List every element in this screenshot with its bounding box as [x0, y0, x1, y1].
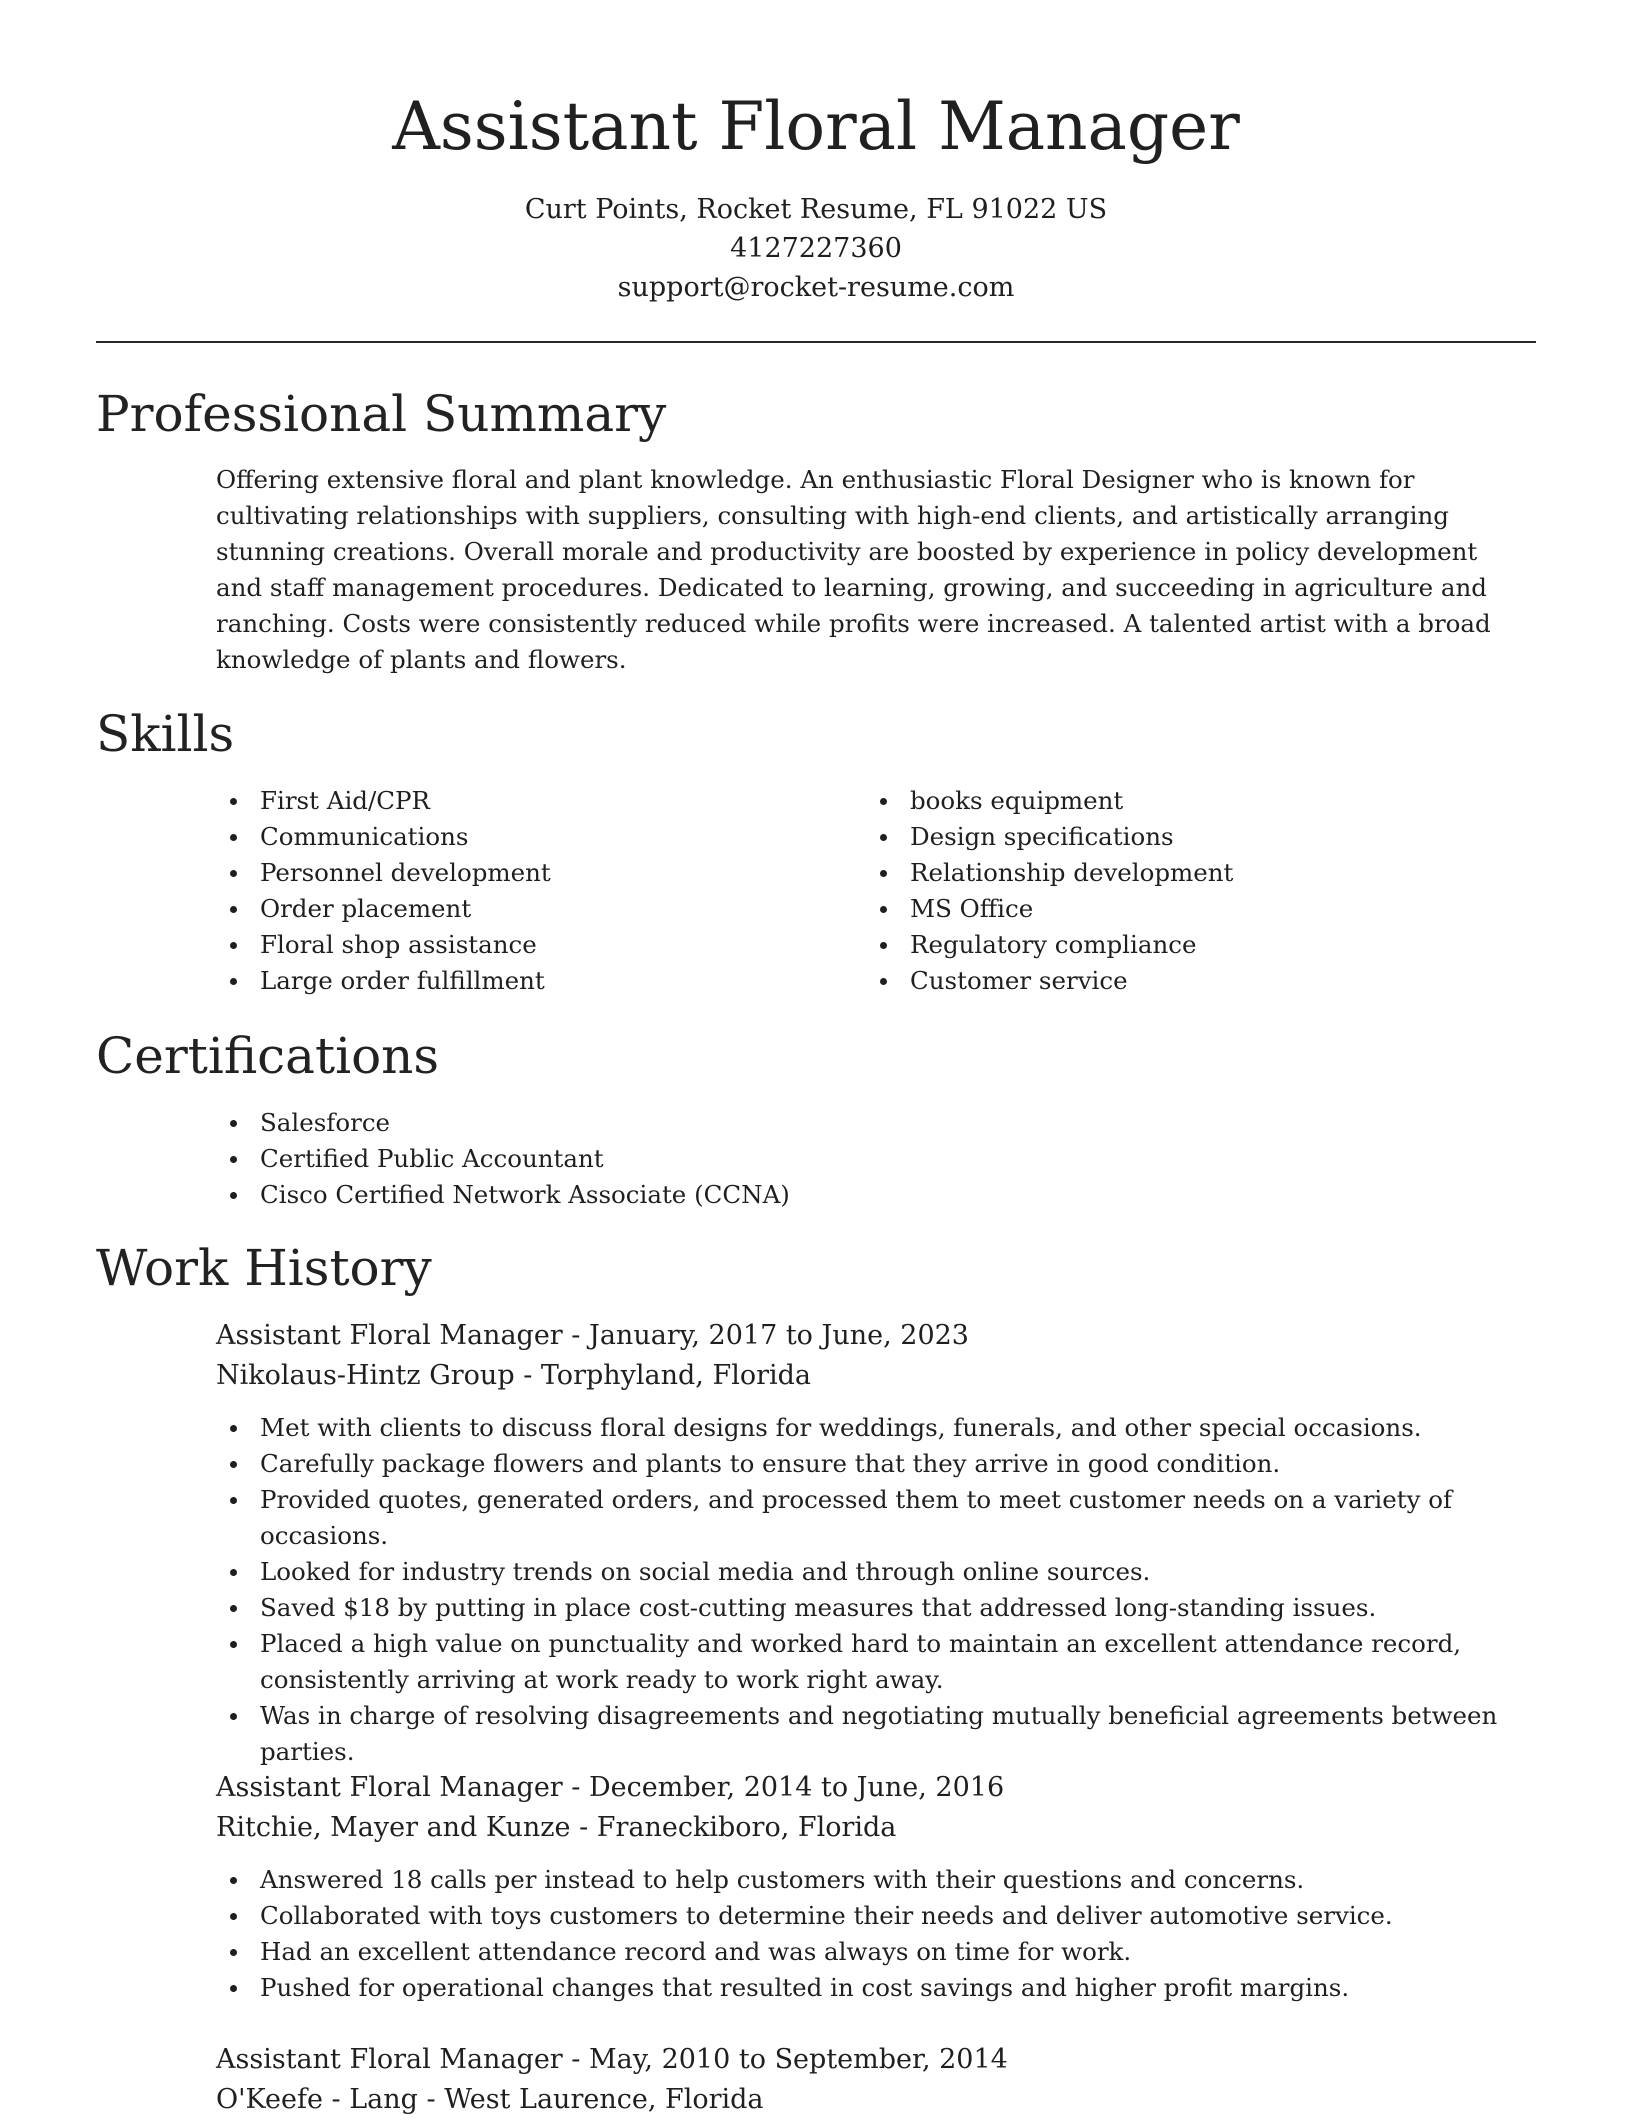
job-company: Ritchie, Mayer and Kunze - Franeckiboro, Florida	[216, 1812, 897, 1843]
skill-item: Customer service	[866, 963, 1506, 999]
job-bullets	[216, 1410, 1536, 1770]
header-divider	[96, 341, 1536, 343]
skill-item: books equipment	[866, 783, 1506, 819]
summary-text: Offering extensive floral and plant knowledge. An enthusiastic Floral Designer who is known for cultivating relationships with suppliers, consulting with high-end clients, and artistically arranging stunning creations. Overall morale and productivity are boosted by experience in policy development and staff management procedures. Dedicated to learning, growing, and succeeding in agriculture and ranching. Costs were consistently reduced while profits were increased. A talented artist with a broad knowledge of plants and flowers.	[216, 465, 1491, 674]
job-bullet: Answered 18 calls per instead to help customers with their questions and concerns.	[216, 1862, 1536, 1898]
contact-phone: 4127227360	[730, 233, 902, 264]
skill-item: Regulatory compliance	[866, 927, 1506, 963]
certifications-list	[216, 1105, 1116, 1213]
certification-item: Certified Public Accountant	[216, 1141, 1116, 1177]
certifications-heading: Certifications	[96, 1027, 440, 1085]
work-history-heading: Work History	[96, 1239, 432, 1297]
job-title: Assistant Floral Manager - January, 2017 to June, 2023	[216, 1320, 969, 1351]
contact-block	[0, 190, 1632, 307]
job-bullet: Had an excellent attendance record and was always on time for work.	[216, 1934, 1536, 1970]
skill-item: Personnel development	[216, 855, 856, 891]
skill-item: Floral shop assistance	[216, 927, 856, 963]
skill-item: Relationship development	[866, 855, 1506, 891]
job-bullet: Provided quotes, generated orders, and processed them to meet customer needs on a variety of occasions.	[216, 1482, 1536, 1554]
job-company: Nikolaus-Hintz Group - Torphyland, Florida	[216, 1360, 812, 1391]
certification-item: Cisco Certified Network Associate (CCNA)	[216, 1177, 1116, 1213]
skill-item: Design specifications	[866, 819, 1506, 855]
job-bullet: Carefully package flowers and plants to ensure that they arrive in good condition.	[216, 1446, 1536, 1482]
resume-title: Assistant Floral Manager	[392, 88, 1240, 165]
certification-item: Salesforce	[216, 1105, 1116, 1141]
skills-list-left	[216, 783, 856, 999]
summary-heading: Professional Summary	[96, 385, 667, 443]
job-bullet: Saved $18 by putting in place cost-cutting measures that addressed long-standing issues.	[216, 1590, 1536, 1626]
skills-list-right	[866, 783, 1506, 999]
job-bullets	[216, 1862, 1536, 2006]
skill-item: MS Office	[866, 891, 1506, 927]
job-bullet: Pushed for operational changes that resulted in cost savings and higher profit margins.	[216, 1970, 1536, 2006]
job-title: Assistant Floral Manager - May, 2010 to September, 2014	[216, 2044, 1008, 2075]
skill-item: First Aid/CPR	[216, 783, 856, 819]
job-bullet: Collaborated with toys customers to determine their needs and deliver automotive service.	[216, 1898, 1536, 1934]
job-company: O'Keefe - Lang - West Laurence, Florida	[216, 2084, 764, 2115]
skill-item: Order placement	[216, 891, 856, 927]
job-bullet: Placed a high value on punctuality and worked hard to maintain an excellent attendance record, consistently arriving at work ready to work right away.	[216, 1626, 1536, 1698]
job-bullet: Met with clients to discuss floral designs for weddings, funerals, and other special occasions.	[216, 1410, 1536, 1446]
contact-address: Curt Points, Rocket Resume, FL 91022 US	[524, 194, 1108, 225]
contact-email: support@rocket-resume.com	[617, 272, 1015, 303]
job-title: Assistant Floral Manager - December, 2014 to June, 2016	[216, 1772, 1005, 1803]
job-bullet: Looked for industry trends on social media and through online sources.	[216, 1554, 1536, 1590]
job-bullet: Was in charge of resolving disagreements and negotiating mutually beneficial agreements between parties.	[216, 1698, 1536, 1770]
skills-heading: Skills	[96, 705, 235, 763]
skill-item: Large order fulfillment	[216, 963, 856, 999]
skill-item: Communications	[216, 819, 856, 855]
